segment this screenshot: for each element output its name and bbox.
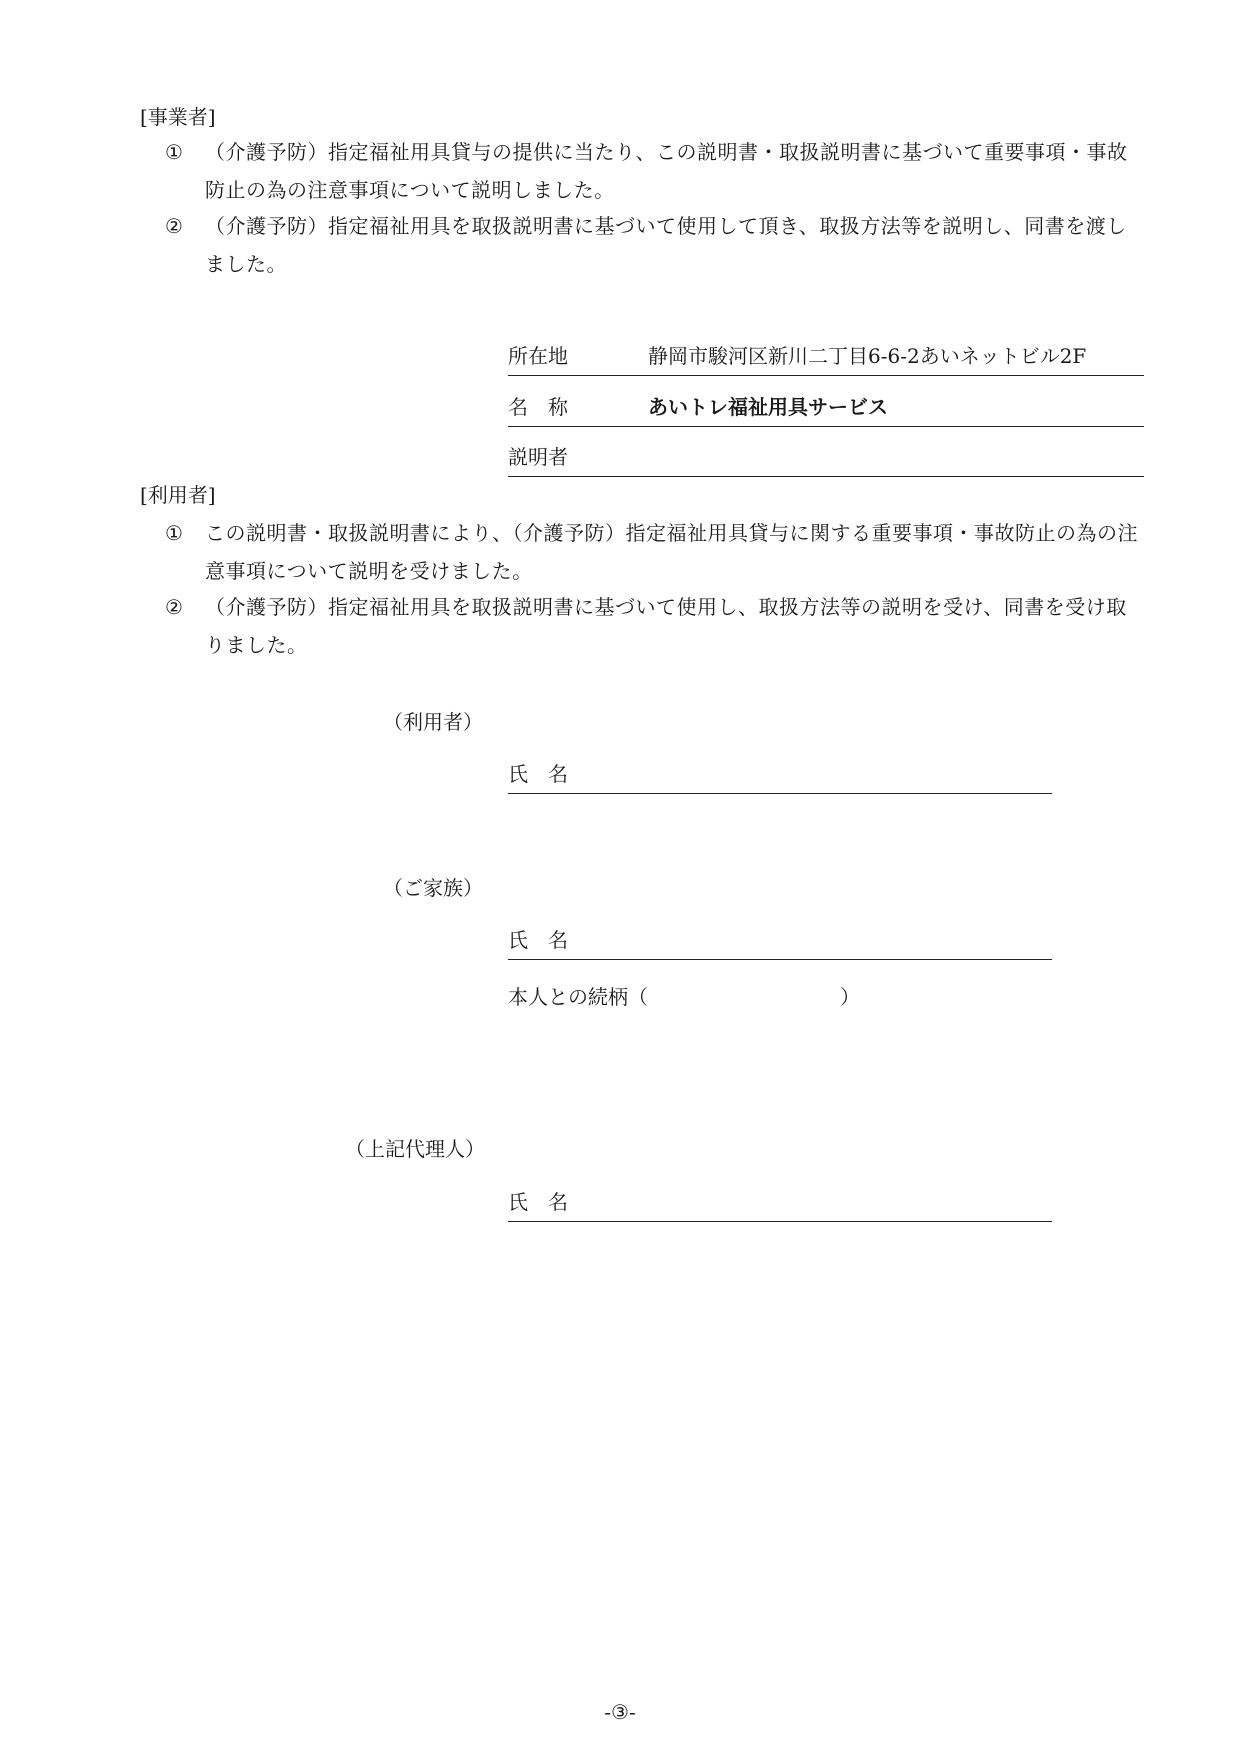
user-role-label: （利用者） bbox=[383, 710, 483, 734]
relation-close-paren: ） bbox=[840, 985, 860, 1009]
user-heading: [利用者] bbox=[140, 483, 216, 507]
user-item-2-text: （介護予防）指定福祉用具を取扱説明書に基づいて使用し、取扱方法等の説明を受け、同書を受け取りました。 bbox=[205, 595, 1127, 657]
address-label: 所在地 bbox=[508, 344, 568, 368]
provider-heading: [事業者] bbox=[140, 105, 216, 129]
address-value: 静岡市駿河区新川二丁目6-6-2あいネットビル2F bbox=[648, 344, 1087, 368]
relation-open-label: 本人との続柄（ bbox=[508, 985, 648, 1009]
provider-item-1-text: （介護予防）指定福祉用具貸与の提供に当たり、この説明書・取扱説明書に基づいて重要事項・事故防止の為の注意事項について説明しました。 bbox=[205, 140, 1128, 202]
provider-item-2-number: ② bbox=[165, 214, 183, 238]
user-item-1-number: ① bbox=[165, 521, 183, 545]
provider-item-1-number: ① bbox=[165, 140, 183, 164]
agent-name-label: 氏 名 bbox=[508, 1190, 568, 1214]
company-name-label: 名 称 bbox=[508, 395, 568, 419]
agent-name-signature-line[interactable] bbox=[508, 1183, 1052, 1222]
family-name-label: 氏 名 bbox=[508, 928, 568, 952]
provider-name-line bbox=[508, 388, 1144, 427]
provider-address-line bbox=[508, 337, 1144, 376]
page-number: -③- bbox=[604, 1700, 636, 1724]
company-name-value: あいトレ福祉用具サービス bbox=[648, 395, 888, 419]
explainer-signature-line[interactable] bbox=[508, 438, 1144, 477]
family-role-label: （ご家族） bbox=[383, 876, 483, 900]
family-name-signature-line[interactable] bbox=[508, 921, 1052, 960]
user-name-label: 氏 名 bbox=[508, 762, 568, 786]
provider-item-2-text: （介護予防）指定福祉用具を取扱説明書に基づいて使用して頂き、取扱方法等を説明し、同書を渡しました。 bbox=[205, 214, 1127, 276]
user-item-1-text: この説明書・取扱説明書により、（介護予防）指定福祉用具貸与に関する重要事項・事故防止の為の注意事項について説明を受けました。 bbox=[205, 521, 1138, 583]
explainer-label: 説明者 bbox=[508, 445, 568, 469]
user-name-signature-line[interactable] bbox=[508, 755, 1052, 794]
agent-role-label: （上記代理人） bbox=[345, 1137, 485, 1161]
user-item-2-number: ② bbox=[165, 595, 183, 619]
